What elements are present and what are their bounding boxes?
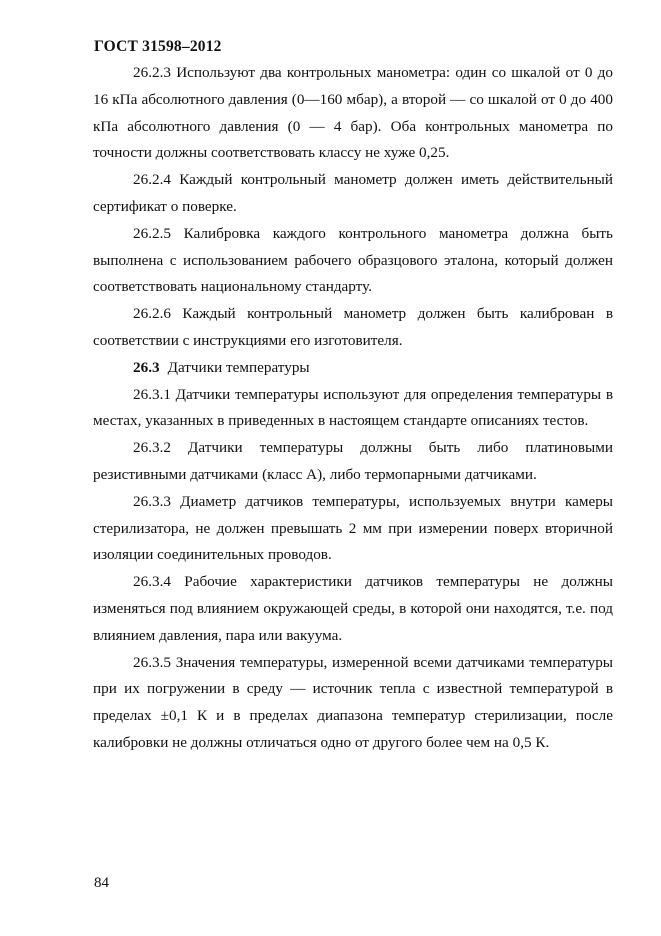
- paragraph-26-2-3: 26.2.3 Используют два контрольных манометра: один со шкалой от 0 до 16 кПа абсолютного давления (0—160 мбар), а второй — со шкалой от 0 до 400 кПа абсолютного давления (0 — 4 бар). Оба контрольных манометра по точности должны соответствовать классу не хуже 0,25.: [93, 64, 613, 162]
- paragraph-26-2-5: 26.2.5 Калибровка каждого контрольного манометра должна быть выполнена с использованием рабочего образцового эталона, который должен соответствовать национальному стандарту.: [93, 224, 613, 296]
- section-title: Датчики температуры: [167, 358, 310, 376]
- document-header-title: ГОСТ 31598–2012: [94, 38, 222, 55]
- paragraph-26-3-4: 26.3.4 Рабочие характеристики датчиков температуры не должны изменяться под влиянием окружающей среды, в которой они находятся, т.е. под влиянием давления, пара или вакуума.: [93, 573, 613, 644]
- paragraph-26-2-4: 26.2.4 Каждый контрольный манометр должен иметь действительный сертификат о поверке.: [93, 171, 613, 215]
- paragraph-26-3-5: 26.3.5 Значения температуры, измеренной всеми датчиками температуры при их погружении в среду — источник тепла с известной температурой в пределах ±0,1 К и в пределах диапазона температур стерилизации, после калибровки не должны отличаться одно от другого более чем на 0,5 К.: [93, 653, 613, 751]
- paragraph-26-3-3: 26.3.3 Диаметр датчиков температуры, используемых внутри камеры стерилизатора, не должен превышать 2 мм при измерении поверх вторичной изоляции соединительных проводов.: [93, 492, 613, 564]
- paragraph-26-3-2: 26.3.2 Датчики температуры должны быть либо платиновыми резистивными датчиками (класс А), либо термопарными датчиками.: [93, 439, 613, 483]
- section-number: 26.3: [133, 358, 160, 376]
- paragraph-26-2-6: 26.2.6 Каждый контрольный манометр должен быть калиброван в соответствии с инструкциями его изготовителя.: [93, 305, 613, 349]
- page-number: 84: [94, 875, 109, 891]
- paragraph-26-3-1: 26.3.1 Датчики температуры используют для определения температуры в местах, указанных в приведенных в настоящем стандарте описаниях тестов.: [93, 385, 613, 430]
- document-body: [93, 60, 613, 757]
- section-heading: [93, 355, 613, 382]
